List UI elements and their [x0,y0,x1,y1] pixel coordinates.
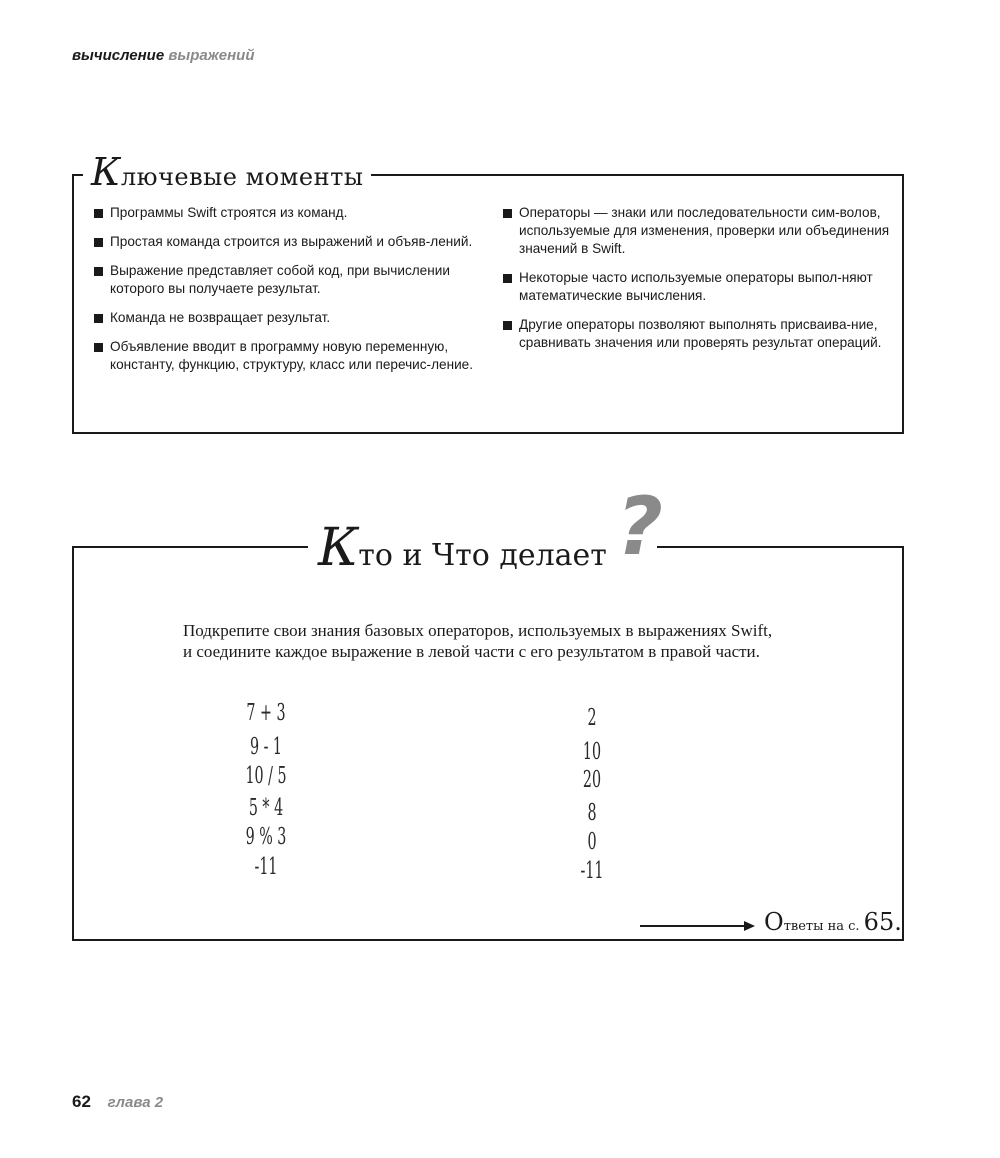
bullet-item: Операторы — знаки или последовательности сим-волов, используемые для изменения, проверки или объединения значений в Swift. [503,204,895,258]
square-bullet-icon [503,209,512,218]
bullet-item: Команда не возвращает результат. [94,309,486,327]
bullet-item: Выражение представляет собой код, при вычислении которого вы получаете результат. [94,262,486,298]
expression-item: 7 + 3 [246,700,286,726]
who-does-what-title: Кто и Что делает ? [308,490,657,580]
square-bullet-icon [94,314,103,323]
bullet-item: Программы Swift строятся из команд. [94,204,486,222]
header-part2: выражений [168,47,255,64]
expression-item: 5 * 4 [248,795,284,821]
key-points-left-column [94,204,486,385]
expression-item: 10 / 5 [245,763,287,789]
result-item: -11 [580,858,604,884]
answers-text: Ответы на с. 65. [764,908,902,936]
result-item: 8 [587,800,597,826]
page-footer [72,1092,163,1112]
square-bullet-icon [503,274,512,283]
square-bullet-icon [94,267,103,276]
square-bullet-icon [94,343,103,352]
page-number: 62 [72,1092,91,1111]
exercise-instructions: Подкрепите свои знания базовых операторов, используемых в выражениях Swift, и соедините каждое выражение в левой части с его результатом в правой части. [183,621,773,661]
key-points-right-column [503,204,895,363]
square-bullet-icon [94,238,103,247]
expression-item: -11 [254,854,278,880]
bullet-item: Некоторые часто используемые операторы выпол-няют математические вычисления. [503,269,895,305]
bullet-item: Другие операторы позволяют выполнять присваива-ние, сравнивать значения или проверять результат операций. [503,316,895,352]
expression-item: 9 - 1 [249,734,283,760]
expression-item: 9 % 3 [245,824,287,850]
square-bullet-icon [503,321,512,330]
result-item: 0 [587,829,597,855]
answers-reference [640,906,902,936]
result-item: 10 [582,739,602,765]
question-mark-icon: ? [616,480,663,573]
arrow-right-icon [744,921,755,931]
chapter-label: глава 2 [107,1094,164,1111]
result-item: 20 [582,767,602,793]
key-points-title: Ключевые моменты [83,150,371,194]
running-header [72,47,255,64]
square-bullet-icon [94,209,103,218]
header-part1: вычисление [72,47,165,64]
bullet-item: Объявление вводит в программу новую переменную, константу, функцию, структуру, класс или перечис-ление. [94,338,486,374]
bullet-item: Простая команда строится из выражений и объяв-лений. [94,233,486,251]
who-does-what-box [72,546,904,941]
result-item: 2 [587,705,597,731]
arrow-line [640,925,745,927]
